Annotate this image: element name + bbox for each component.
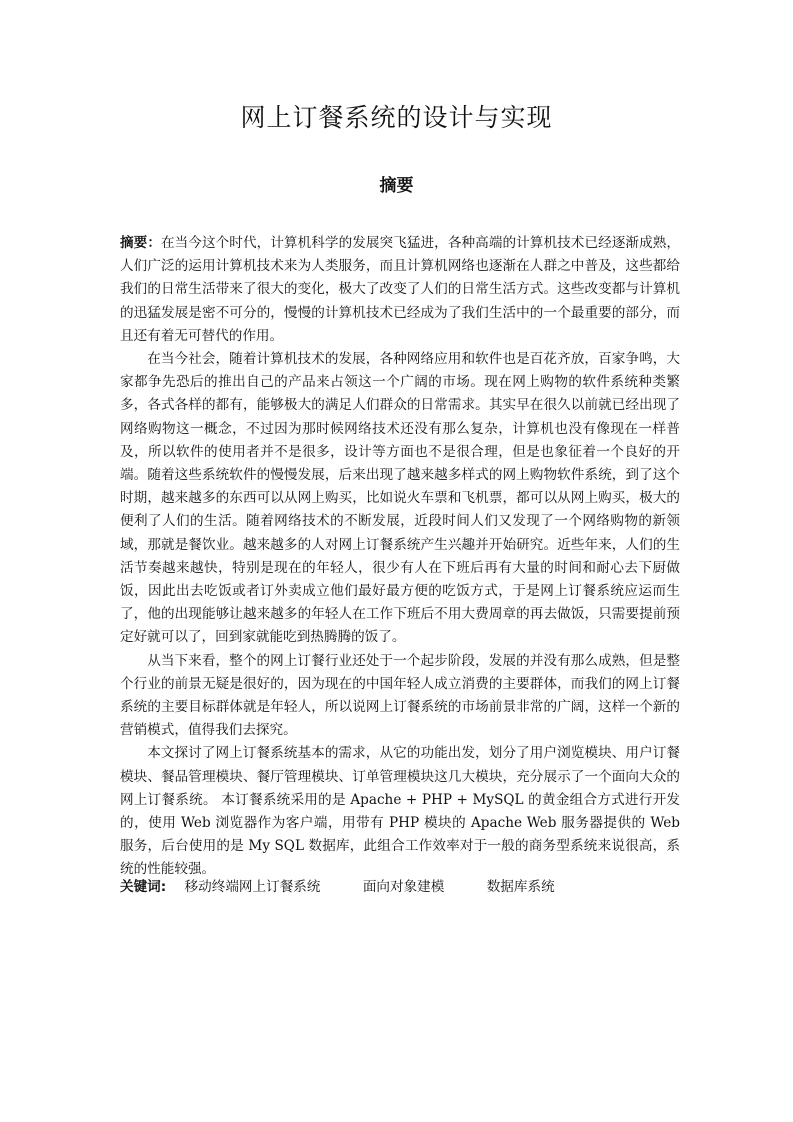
keyword-item: 数据库系统 xyxy=(486,879,555,895)
keywords-label: 关键词: xyxy=(120,879,167,895)
abstract-body xyxy=(120,232,680,882)
abstract-paragraph-4: 本文探讨了网上订餐系统基本的需求，从它的功能出发，划分了用户浏览模块、用户订餐模块、餐品管理模块、餐厅管理模块、订单管理模块这几大模块，充分展示了一个面向大众的网上订餐系统。 本订餐系统采用的是 Apache + PHP + MySQL 的黄金组合方式进行开发的，使用 Web 浏览器作为客户端，用带有 PHP 模块的 Apache Web 服务器提供的 Web 服务，后台使用的是 My SQL 数据库，此组合工作效率对于一般的商务型系统来说很高，系统的性能较强。 xyxy=(120,745,680,878)
abstract-paragraph-3: 从当下来看，整个的网上订餐行业还处于一个起步阶段，发展的并没有那么成熟，但是整个行业的前景无疑是很好的，因为现在的中国年轻人成立消费的主要群体，而我们的网上订餐系统的主要目标群体就是年轻人，所以说网上订餐系统的市场前景非常的广阔，这样一个新的营销模式，值得我们去探究。 xyxy=(120,652,680,739)
keyword-item: 面向对象建模 xyxy=(362,879,445,895)
abstract-heading: 摘要 xyxy=(379,176,414,196)
abstract-paragraph-1 xyxy=(120,232,680,348)
paragraph-text: 在当今这个时代，计算机科学的发展突飞猛进，各种高端的计算机技术已经逐渐成熟，人们广泛的运用计算机技术来为人类服务，而且计算机网络也逐渐在人群之中普及，这些都给我们的日常生活带来了很大的变化，极大了改变了人们的日常生活方式。这些改变都与计算机的迅猛发展是密不可分的，慢慢的计算机技术已经成为了我们生活中的一个最重要的部分，而且还有着无可替代的作用。 xyxy=(120,235,681,344)
keyword-item: 移动终端网上订餐系统 xyxy=(184,879,321,895)
document-title: 网上订餐系统的设计与实现 xyxy=(240,103,553,132)
abstract-paragraph-2: 在当今社会，随着计算机技术的发展，各种网络应用和软件也是百花齐放，百家争鸣，大家都争先恐后的推出自己的产品来占领这一个广阔的市场。现在网上购物的软件系统种类繁多，各式各样的都有，能够极大的满足人们群众的日常需求。其实早在很久以前就已经出现了网络购物这一概念，不过因为那时候网络技术还没有那么复杂，计算机也没有像现在一样普及，所以软件的使用者并不是很多，设计等方面也不是很合理，但是也象征着一个良好的开端。随着这些系统软件的慢慢发展，后来出现了越来越多样式的网上购物软件系统，到了这个时期，越来越多的东西可以从网上购买，比如说火车票和飞机票，都可以从网上购买，极大的便利了人们的生活。随着网络技术的不断发展，近段时间人们又发现了一个网络购物的新领域，那就是餐饮业。越来越多的人对网上订餐系统产生兴趣并开始研究。近些年来，人们的生活节奏越来越快，特别是现在的年轻人，很少有人在下班后再有大量的时间和耐心去下厨做饭，因此出去吃饭或者订外卖成立他们最好最方便的吃饭方式，于是网上订餐系统应运而生了，他的出现能够让越来越多的年轻人在工作下班后不用大费周章的再去做饭，只需要提前预定好就可以了，回到家就能吃到热腾腾的饭了。 xyxy=(120,351,680,646)
abstract-label: 摘要： xyxy=(120,235,161,251)
keywords-line xyxy=(120,876,680,898)
